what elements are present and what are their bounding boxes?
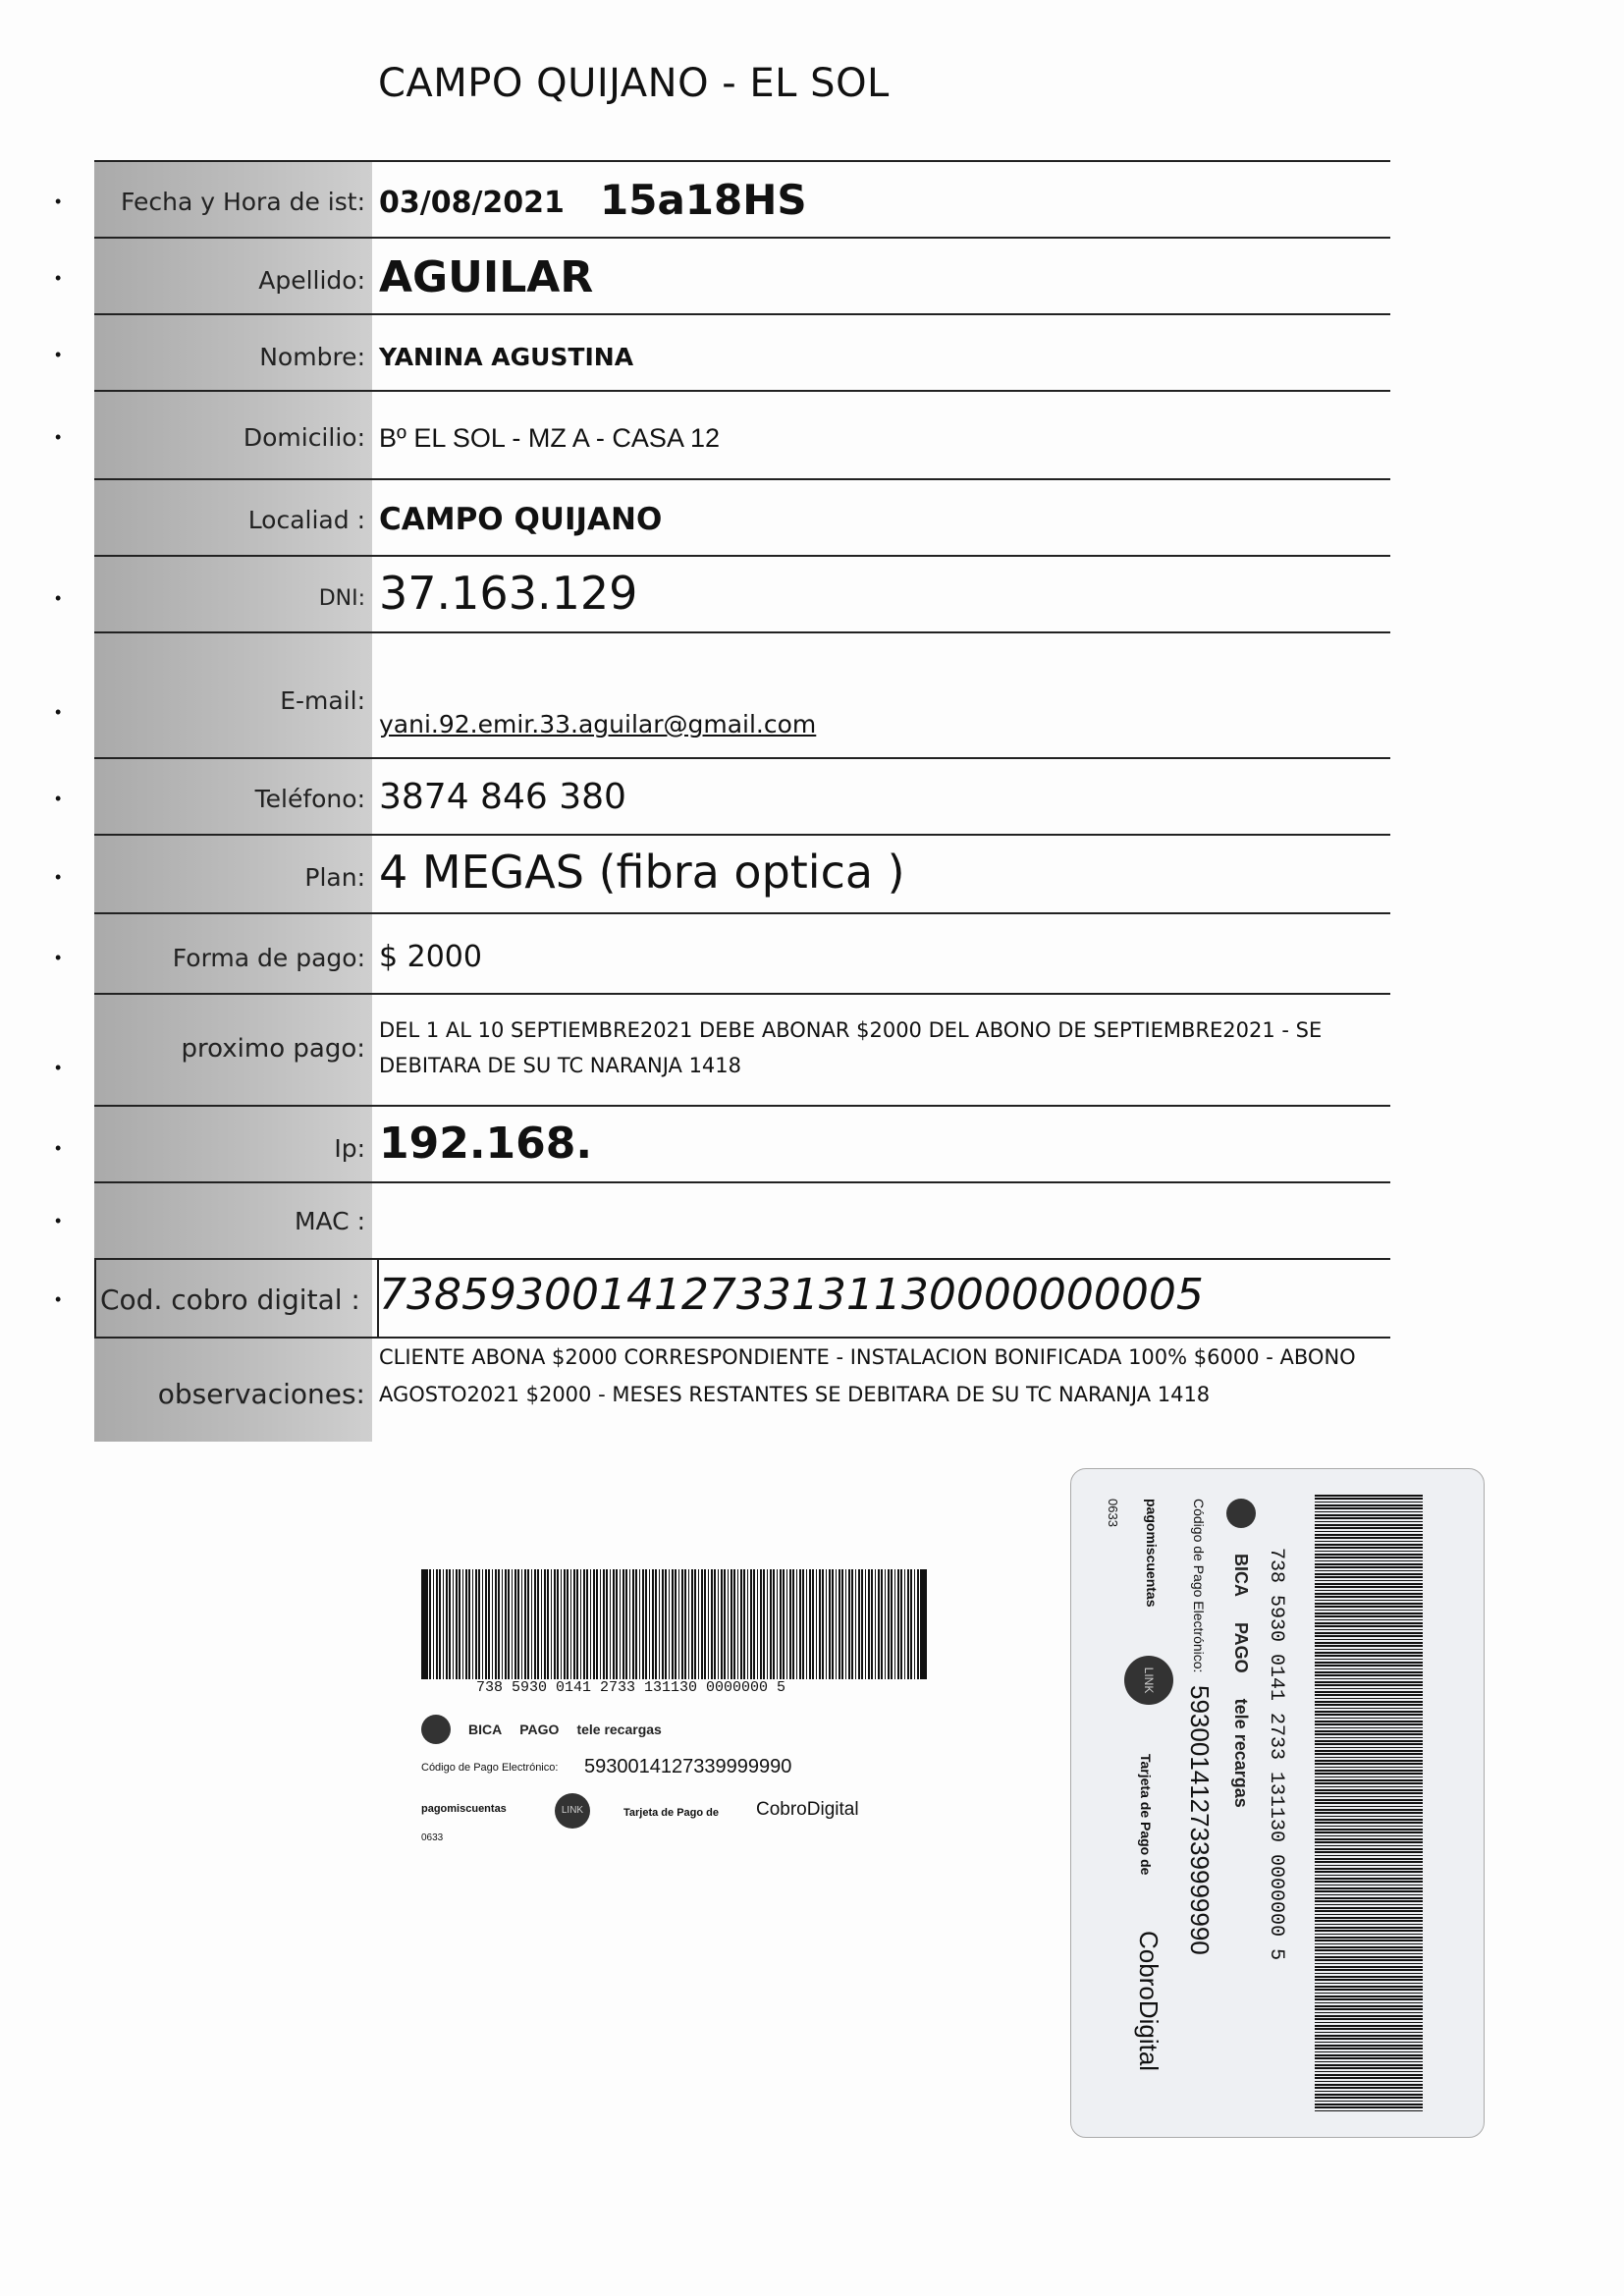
label-observaciones: observaciones: [157, 1378, 365, 1410]
rotated-code-label: Código de Pago Electrónico: [1191, 1499, 1207, 1673]
row-fecha [55, 160, 1390, 239]
value-plan: 4 MEGAS (fibra optica ) [379, 846, 905, 899]
value-telefono: 3874 846 380 [379, 777, 626, 817]
value-fecha: 03/08/2021 [379, 186, 565, 220]
label-domicilio: Domicilio: [243, 423, 365, 452]
link-logo: LINK [555, 1793, 590, 1829]
code-label: Código de Pago Electrónico: [421, 1762, 559, 1774]
barcode [421, 1569, 927, 1679]
row-cod-cobro: • Cod. cobro digital : 738593001412733131130000000005 [94, 1258, 1390, 1339]
rotated-network-logo-icon [1226, 1499, 1256, 1528]
label-apellido: Apellido: [258, 266, 365, 295]
label-proximo-pago: proximo pago: [181, 1034, 365, 1064]
logo-telerecargas: tele recargas [576, 1722, 662, 1737]
electronic-code: 5930014127339999990 [584, 1756, 792, 1777]
row-apellido: • Apellido: AGUILAR [94, 237, 1390, 315]
rotated-logos [1226, 1499, 1256, 2107]
label-localidad: Localiad : [247, 506, 365, 534]
row-forma-pago: • Forma de pago: $ 2000 [94, 912, 1390, 995]
value-apellido: AGUILAR [379, 252, 594, 302]
pmc-logo: pagomiscuentas [421, 1803, 507, 1815]
value-forma-pago: $ 2000 [379, 940, 482, 974]
logo-bica: BICA [468, 1722, 503, 1737]
rotated-pay-label: Tarjeta de Pago de [1138, 1754, 1154, 1876]
value-observaciones: CLIENTE ABONA $2000 CORRESPONDIENTE - INSTALACION BONIFICADA 100% $6000 - ABONO AGOSTO2021 $2000 - MESES RESTANTES SE DEBITARA DE SU TC NARANJA 1418 [379, 1345, 1356, 1406]
row-mac: • MAC : [94, 1181, 1390, 1260]
label-fecha: Fecha y Hora de ist: [120, 188, 365, 216]
cobrodigital-logo: CobroDigital [756, 1799, 859, 1820]
rotated-electronic-code: 5930014127339999990 [1185, 1685, 1215, 1955]
rotated-pmc-logo: pagomiscuentas [1144, 1499, 1160, 1608]
payment-card-front [407, 1561, 938, 1876]
row-email: • E-mail: yani.92.emir.33.aguilar@gmail.com [94, 631, 1390, 759]
label-forma-pago: Forma de pago: [172, 944, 365, 972]
label-nombre: Nombre: [259, 343, 365, 371]
row-nombre: • Nombre: YANINA AGUSTINA [94, 313, 1390, 392]
row-ip: • Ip: 192.168. [94, 1105, 1390, 1183]
label-email: E-mail: [280, 686, 365, 715]
row-dni: • DNI: 37.163.129 [94, 555, 1390, 633]
rotated-logo-telerecargas: tele recargas [1231, 1698, 1252, 1808]
label-ip: Ip: [334, 1134, 365, 1163]
barcode-number: 738 5930 0141 2733 131130 0000000 5 [476, 1679, 786, 1696]
row-observaciones [94, 1337, 1390, 1444]
rotated-logo-pago: PAGO [1231, 1622, 1252, 1673]
row-proximo-pago: • proximo pago: DEL 1 AL 10 SEPTIEMBRE2021 DEBE ABONAR $2000 DEL ABONO DE SEPTIEMBRE2021 - SE DEBITARA DE SU TC NARANJA 1418 [94, 993, 1390, 1107]
value-dni: 37.163.129 [379, 567, 638, 620]
row-plan: • Plan: 4 MEGAS (fibra optica ) [94, 834, 1390, 914]
value-hora: 15a18HS [600, 176, 807, 224]
rotated-small-number: 0633 [1106, 1499, 1120, 1527]
rotated-logo-bica: BICA [1231, 1554, 1252, 1597]
pay-label: Tarjeta de Pago de [623, 1807, 719, 1819]
row-localidad [94, 478, 1390, 557]
value-email[interactable]: yani.92.emir.33.aguilar@gmail.com [379, 710, 817, 738]
small-number: 0633 [421, 1832, 444, 1843]
bullet: • [55, 191, 62, 211]
value-proximo-pago: DEL 1 AL 10 SEPTIEMBRE2021 DEBE ABONAR $2000 DEL ABONO DE SEPTIEMBRE2021 - SE DEBITARA DE SU TC NARANJA 1418 [379, 1018, 1323, 1077]
row-domicilio: • Domicilio: Bº EL SOL - MZ A - CASA 12 [94, 390, 1390, 480]
label-dni: DNI: [318, 586, 365, 611]
rotated-cobrodigital-logo: CobroDigital [1134, 1931, 1164, 2072]
label-plan: Plan: [304, 863, 365, 892]
row-telefono: • Teléfono: 3874 846 380 [94, 757, 1390, 836]
rotated-content [1071, 1469, 1484, 2137]
label-cod-cobro: Cod. cobro digital : [100, 1284, 360, 1316]
value-localidad: CAMPO QUIJANO [379, 502, 663, 537]
value-domicilio: Bº EL SOL - MZ A - CASA 12 [379, 423, 720, 453]
payment-card-rotated [1070, 1468, 1485, 2138]
label-mac: MAC : [294, 1207, 365, 1235]
value-cod-cobro: 738593001412733131130000000005 [379, 1270, 1204, 1320]
page-title: CAMPO QUIJANO - EL SOL [378, 61, 890, 106]
rotated-barcode-number: 738 5930 0141 2733 131130 0000000 5 [1265, 1548, 1287, 1961]
network-logo-icon [421, 1715, 451, 1744]
rotated-link-logo: LINK [1124, 1656, 1173, 1705]
logo-pago: PAGO [519, 1722, 560, 1737]
payment-logos [421, 1717, 912, 1742]
value-ip: 192.168. [379, 1119, 593, 1169]
label-telefono: Teléfono: [254, 785, 365, 813]
value-nombre: YANINA AGUSTINA [379, 343, 634, 371]
